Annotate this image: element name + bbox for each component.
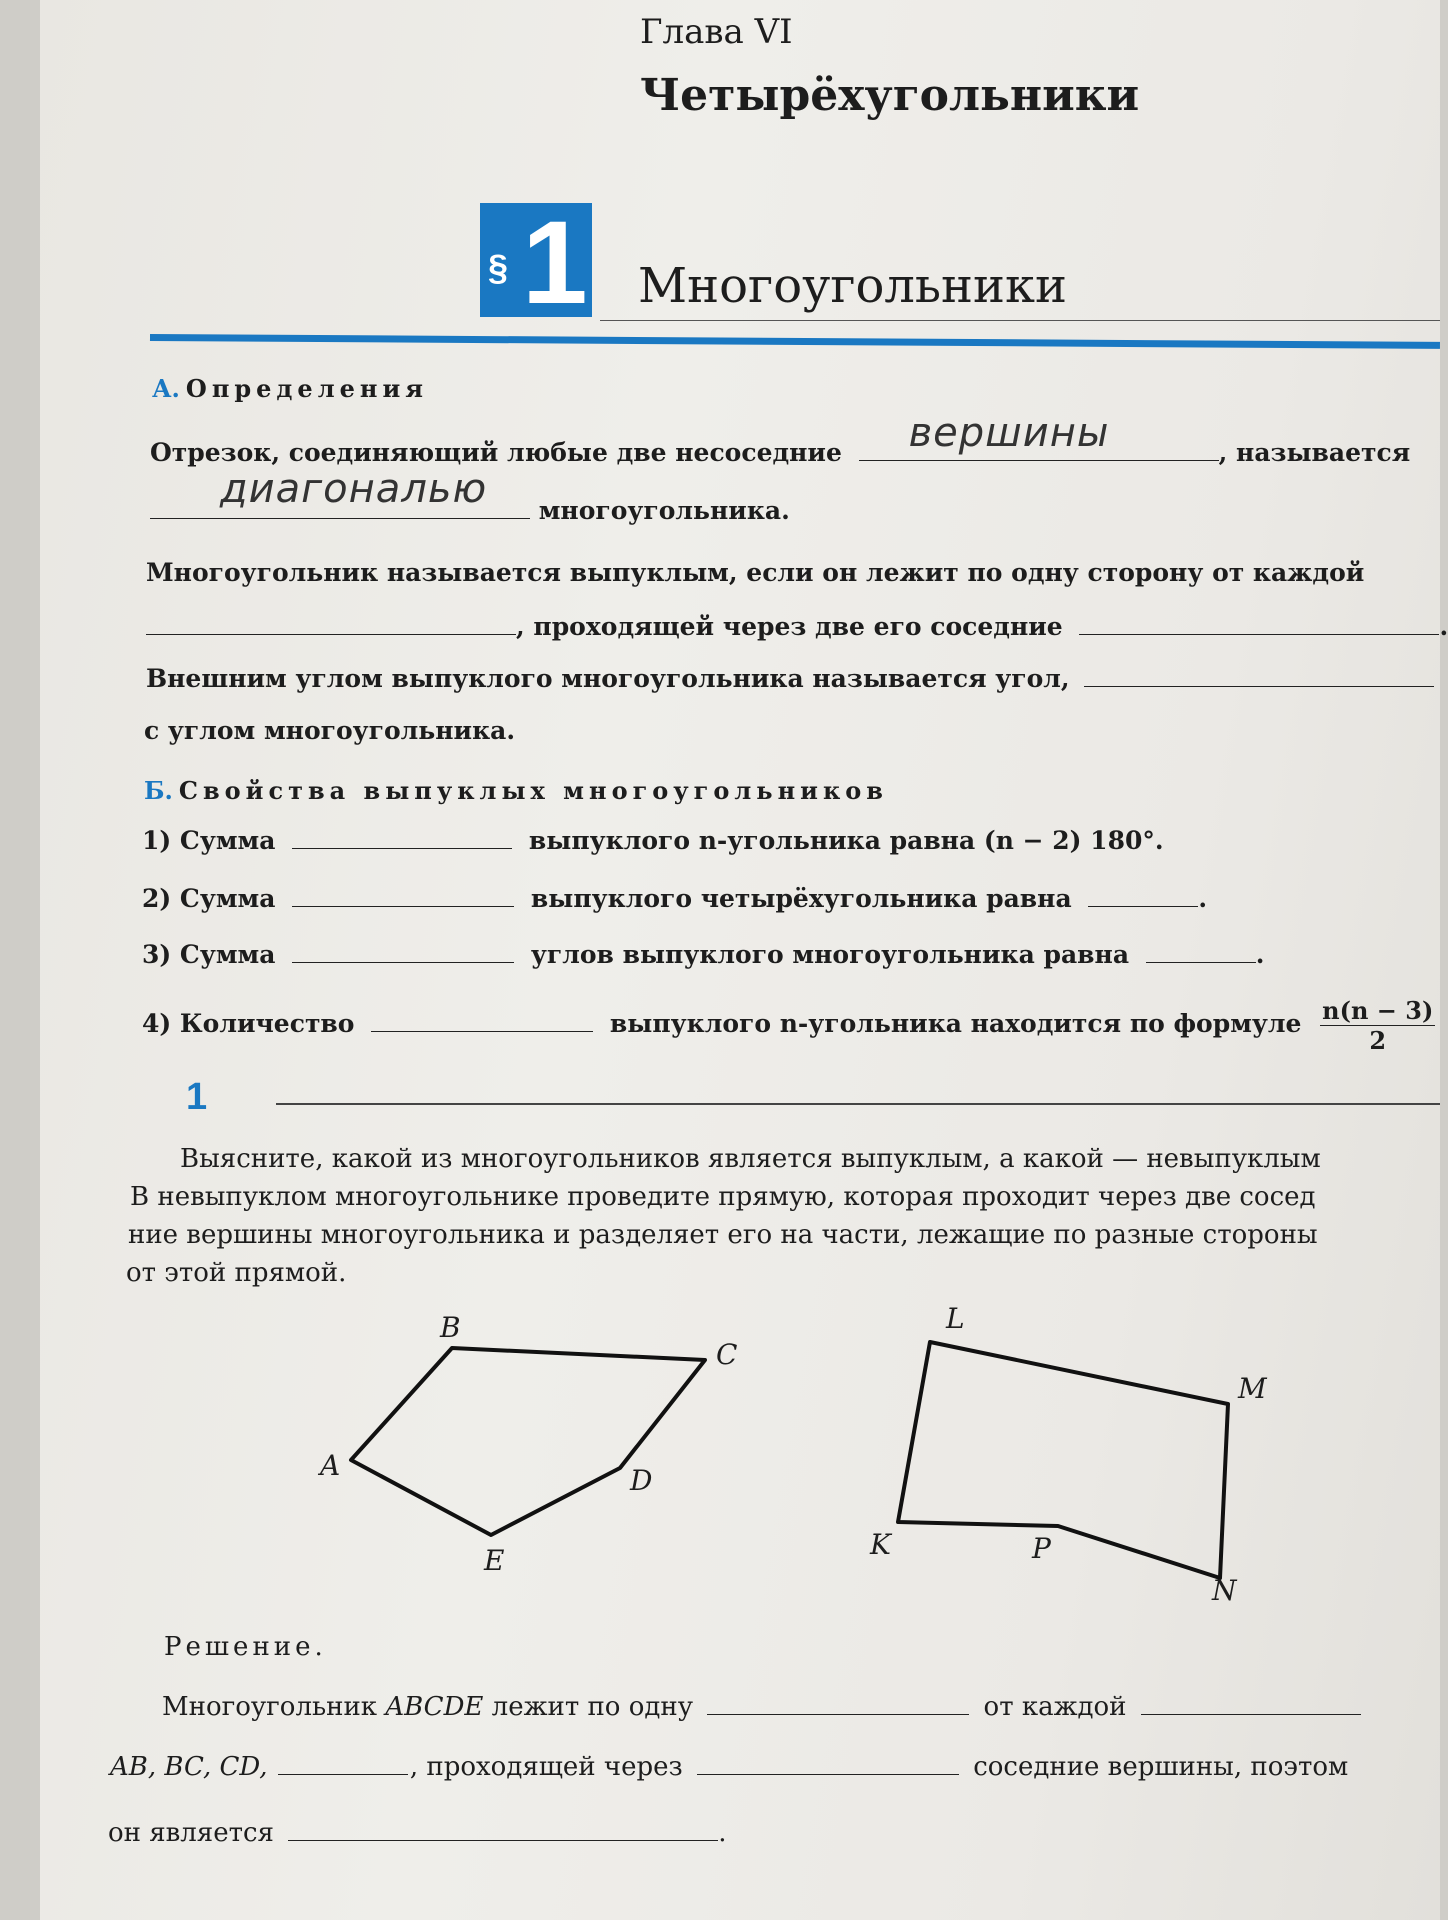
definition-3-line-2: с углом многоугольника.: [144, 716, 516, 745]
answer-blank-12[interactable]: [707, 1713, 969, 1715]
vertex-label-p: P: [1032, 1532, 1051, 1565]
polygon-name: ABCDE: [385, 1692, 484, 1722]
section-a-letter: А.: [152, 374, 180, 403]
answer-blank-15[interactable]: [697, 1773, 959, 1775]
formula-denominator: 2: [1369, 1026, 1387, 1055]
vertex-label-l: L: [946, 1302, 965, 1335]
exercise-number: 1: [186, 1076, 208, 1118]
vertex-label-e: E: [484, 1544, 505, 1577]
answer-blank-13[interactable]: [1141, 1713, 1361, 1715]
solution-line-3: [108, 1818, 726, 1848]
property-text: 2) Сумма: [142, 884, 276, 913]
property-text: углов выпуклого многоугольника равна: [530, 940, 1130, 969]
chapter-title: Четырёхугольники: [640, 70, 1140, 121]
solution-text: , проходящей через: [409, 1752, 683, 1782]
answer-blank-16[interactable]: [288, 1839, 718, 1841]
exercise-line-3: ние вершины многоугольника и разделяет его на части, лежащие по разные стороны: [128, 1220, 1318, 1250]
definition-text: многоугольника.: [538, 496, 790, 525]
period: .: [1439, 612, 1448, 641]
handwritten-answer-2: диагональю: [220, 466, 488, 512]
property-text: выпуклого n-угольника находится по формуле: [609, 1009, 1302, 1038]
section-a-title: Определения: [185, 374, 428, 403]
segment-names: AB, BC, CD,: [110, 1752, 268, 1782]
solution-text: он является: [108, 1818, 274, 1848]
solution-text: соседние вершины, поэтом: [973, 1752, 1349, 1782]
chapter-label: Глава VI: [640, 12, 793, 52]
solution-text: Многоугольник: [162, 1692, 378, 1722]
definition-text: Отрезок, соединяющий любые две несоседние: [150, 438, 842, 467]
exercise-line-2: В невыпуклом многоугольнике проведите прямую, которая проходит через две сосед: [130, 1182, 1316, 1212]
formula-numerator: n(n − 3): [1322, 996, 1434, 1025]
solution-heading: Решение.: [164, 1632, 327, 1662]
property-text: 3) Сумма: [142, 940, 276, 969]
definition-text: Внешним углом выпуклого многоугольника называется угол,: [146, 664, 1070, 693]
vertex-label-d: D: [630, 1464, 653, 1497]
property-text: выпуклого четырёхугольника равна: [530, 884, 1072, 913]
vertex-label-n: N: [1212, 1574, 1237, 1607]
handwritten-answer-1: вершины: [908, 410, 1110, 456]
textbook-page: [40, 0, 1448, 1920]
period: .: [718, 1818, 727, 1848]
solution-line-2: [110, 1752, 1348, 1782]
section-b-title: Свойства выпуклых многоугольников: [178, 776, 888, 805]
vertex-label-c: C: [716, 1338, 738, 1371]
exercise-line-4: от этой прямой.: [126, 1258, 347, 1288]
vertex-label-b: B: [440, 1311, 461, 1344]
paragraph-symbol: §: [488, 247, 509, 288]
polygon-abcde: [351, 1348, 705, 1535]
period: .: [1255, 940, 1265, 969]
vertex-label-k: K: [870, 1528, 891, 1561]
solution-text: от каждой: [983, 1692, 1127, 1722]
solution-text: лежит по одну: [491, 1692, 694, 1722]
property-text: 1) Сумма: [142, 826, 276, 855]
property-text: 4) Количество: [142, 1009, 355, 1038]
solution-line-1: [162, 1692, 1361, 1722]
section-b-letter: Б.: [144, 776, 173, 805]
definition-text: , называется: [1218, 438, 1411, 467]
period: .: [1198, 884, 1208, 913]
definition-text: , проходящей через две его соседние: [516, 612, 1063, 641]
exercise-line-1: Выясните, какой из многоугольников является выпуклым, а какой — невыпуклым: [180, 1144, 1321, 1174]
property-text: выпуклого n-угольника равна (n − 2) 180°.: [528, 826, 1164, 855]
polygon-klmnp: [898, 1342, 1228, 1578]
paragraph-number: 1: [522, 197, 588, 329]
vertex-label-a: A: [320, 1449, 341, 1482]
definition-2-line-1: Многоугольник называется выпуклым, если он лежит по одну сторону от каждой: [146, 558, 1365, 587]
vertex-label-m: M: [1238, 1372, 1267, 1405]
answer-blank-14[interactable]: [278, 1773, 408, 1775]
paragraph-title: Многоугольники: [638, 258, 1067, 314]
